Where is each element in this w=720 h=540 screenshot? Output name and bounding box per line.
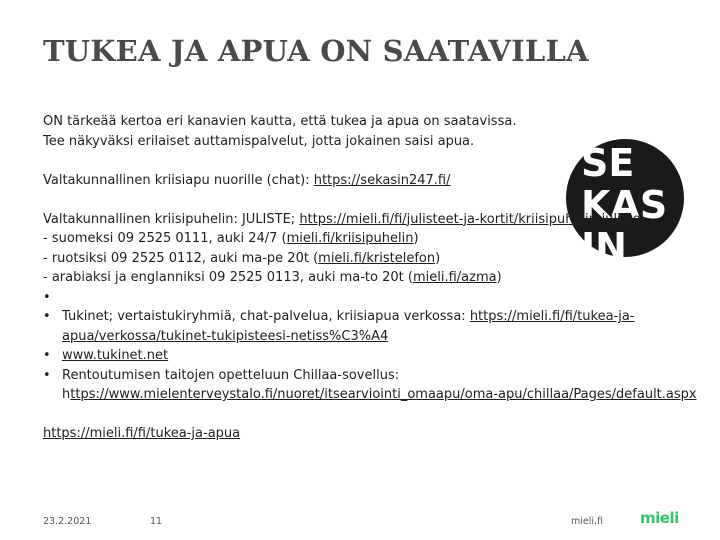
intro-line-2: Tee näkyväksi erilaiset auttamispalvelut, jotta jokainen saisi apua. [43,133,475,149]
arabic-english-line [43,268,698,288]
logo-text-line2: KAS [581,183,668,227]
phone-label: Valtakunnallinen kriisipuhelin: JULISTE; [43,211,300,227]
slide-title: TUKEA JA APUA ON SAATAVILLA [43,34,589,68]
arabic-english-text: - arabiaksi ja englanniksi 09 2525 0113, auki ma-to 20t ( [43,270,413,285]
tukinet-site-link[interactable]: www.tukinet.net [62,348,169,363]
list-item [43,307,698,346]
footer-date: 23.2.2021 [43,516,92,527]
tukinet-info-link[interactable]: https://mieli.fi/fi/tukea-ja-apua/verkossa/tukinet-tukipisteesi-netiss%C3%A4 [62,309,635,344]
intro-line-1: ON tärkeää kertoa eri kanavien kautta, että tukea ja apua on saatavissa. [43,114,517,129]
list-item [43,346,698,366]
kristelefon-link[interactable]: mieli.fi/kristelefon [318,250,436,266]
bullet-icon: • [43,289,51,305]
sekasin-link[interactable]: https://sekasin247.fi/ [313,172,451,188]
azma-link[interactable]: mieli.fi/azma [412,270,497,285]
finnish-close: ) [413,231,419,246]
mieli-logo: mieli [640,509,679,527]
swedish-text: - ruotsiksi 09 2525 0112, auki ma-pe 20t ( [43,250,319,266]
finnish-line [43,229,698,249]
swedish-close: ) [435,250,441,266]
logo-text-line3: IN [581,225,627,269]
finnish-text: - suomeksi 09 2525 0111, auki 24/7 ( [43,231,287,246]
resource-list [43,288,698,405]
chillaa-link[interactable]: ttps://www.mielenterveystalo.fi/nuoret/itsearviointi_omaapu/oma-apu/chillaa/Pages/default.aspx [70,387,697,402]
kriisipuhelin-link[interactable]: mieli.fi/kriisipuhelin [286,231,414,246]
bullet-icon: • [43,309,51,324]
chillaa-description: Rentoutumisen taitojen opetteluun Chillaa-sovellus: [62,367,400,383]
page-number: 11 [150,516,163,527]
phone-line [43,210,698,230]
bullet-icon: • [43,348,51,363]
list-item [43,288,698,308]
kriisipuhelin-poster-link[interactable]: https://mieli.fi/fi/julisteet-ja-kortit/kriisipuhelin-juliste [299,211,641,227]
arabic-english-close: ) [496,270,502,285]
tukinet-description: Tukinet; vertaistukiryhmiä, chat-palvelua, kriisiapua verkossa: [62,309,470,324]
list-item [43,366,698,405]
bullet-icon: • [43,367,51,383]
tukea-ja-apua-link[interactable]: https://mieli.fi/fi/tukea-ja-apua [43,426,241,441]
bottom-link-line [43,424,698,444]
swedish-line [43,249,698,269]
chat-line [43,171,698,191]
chat-label: Valtakunnallinen kriisiapu nuorille (chat): [43,172,314,188]
logo-text-line1: SE [581,141,635,185]
footer-site: mieli.fi [571,516,604,527]
chillaa-link-prefix: h [62,387,71,402]
slide-body [43,112,698,444]
